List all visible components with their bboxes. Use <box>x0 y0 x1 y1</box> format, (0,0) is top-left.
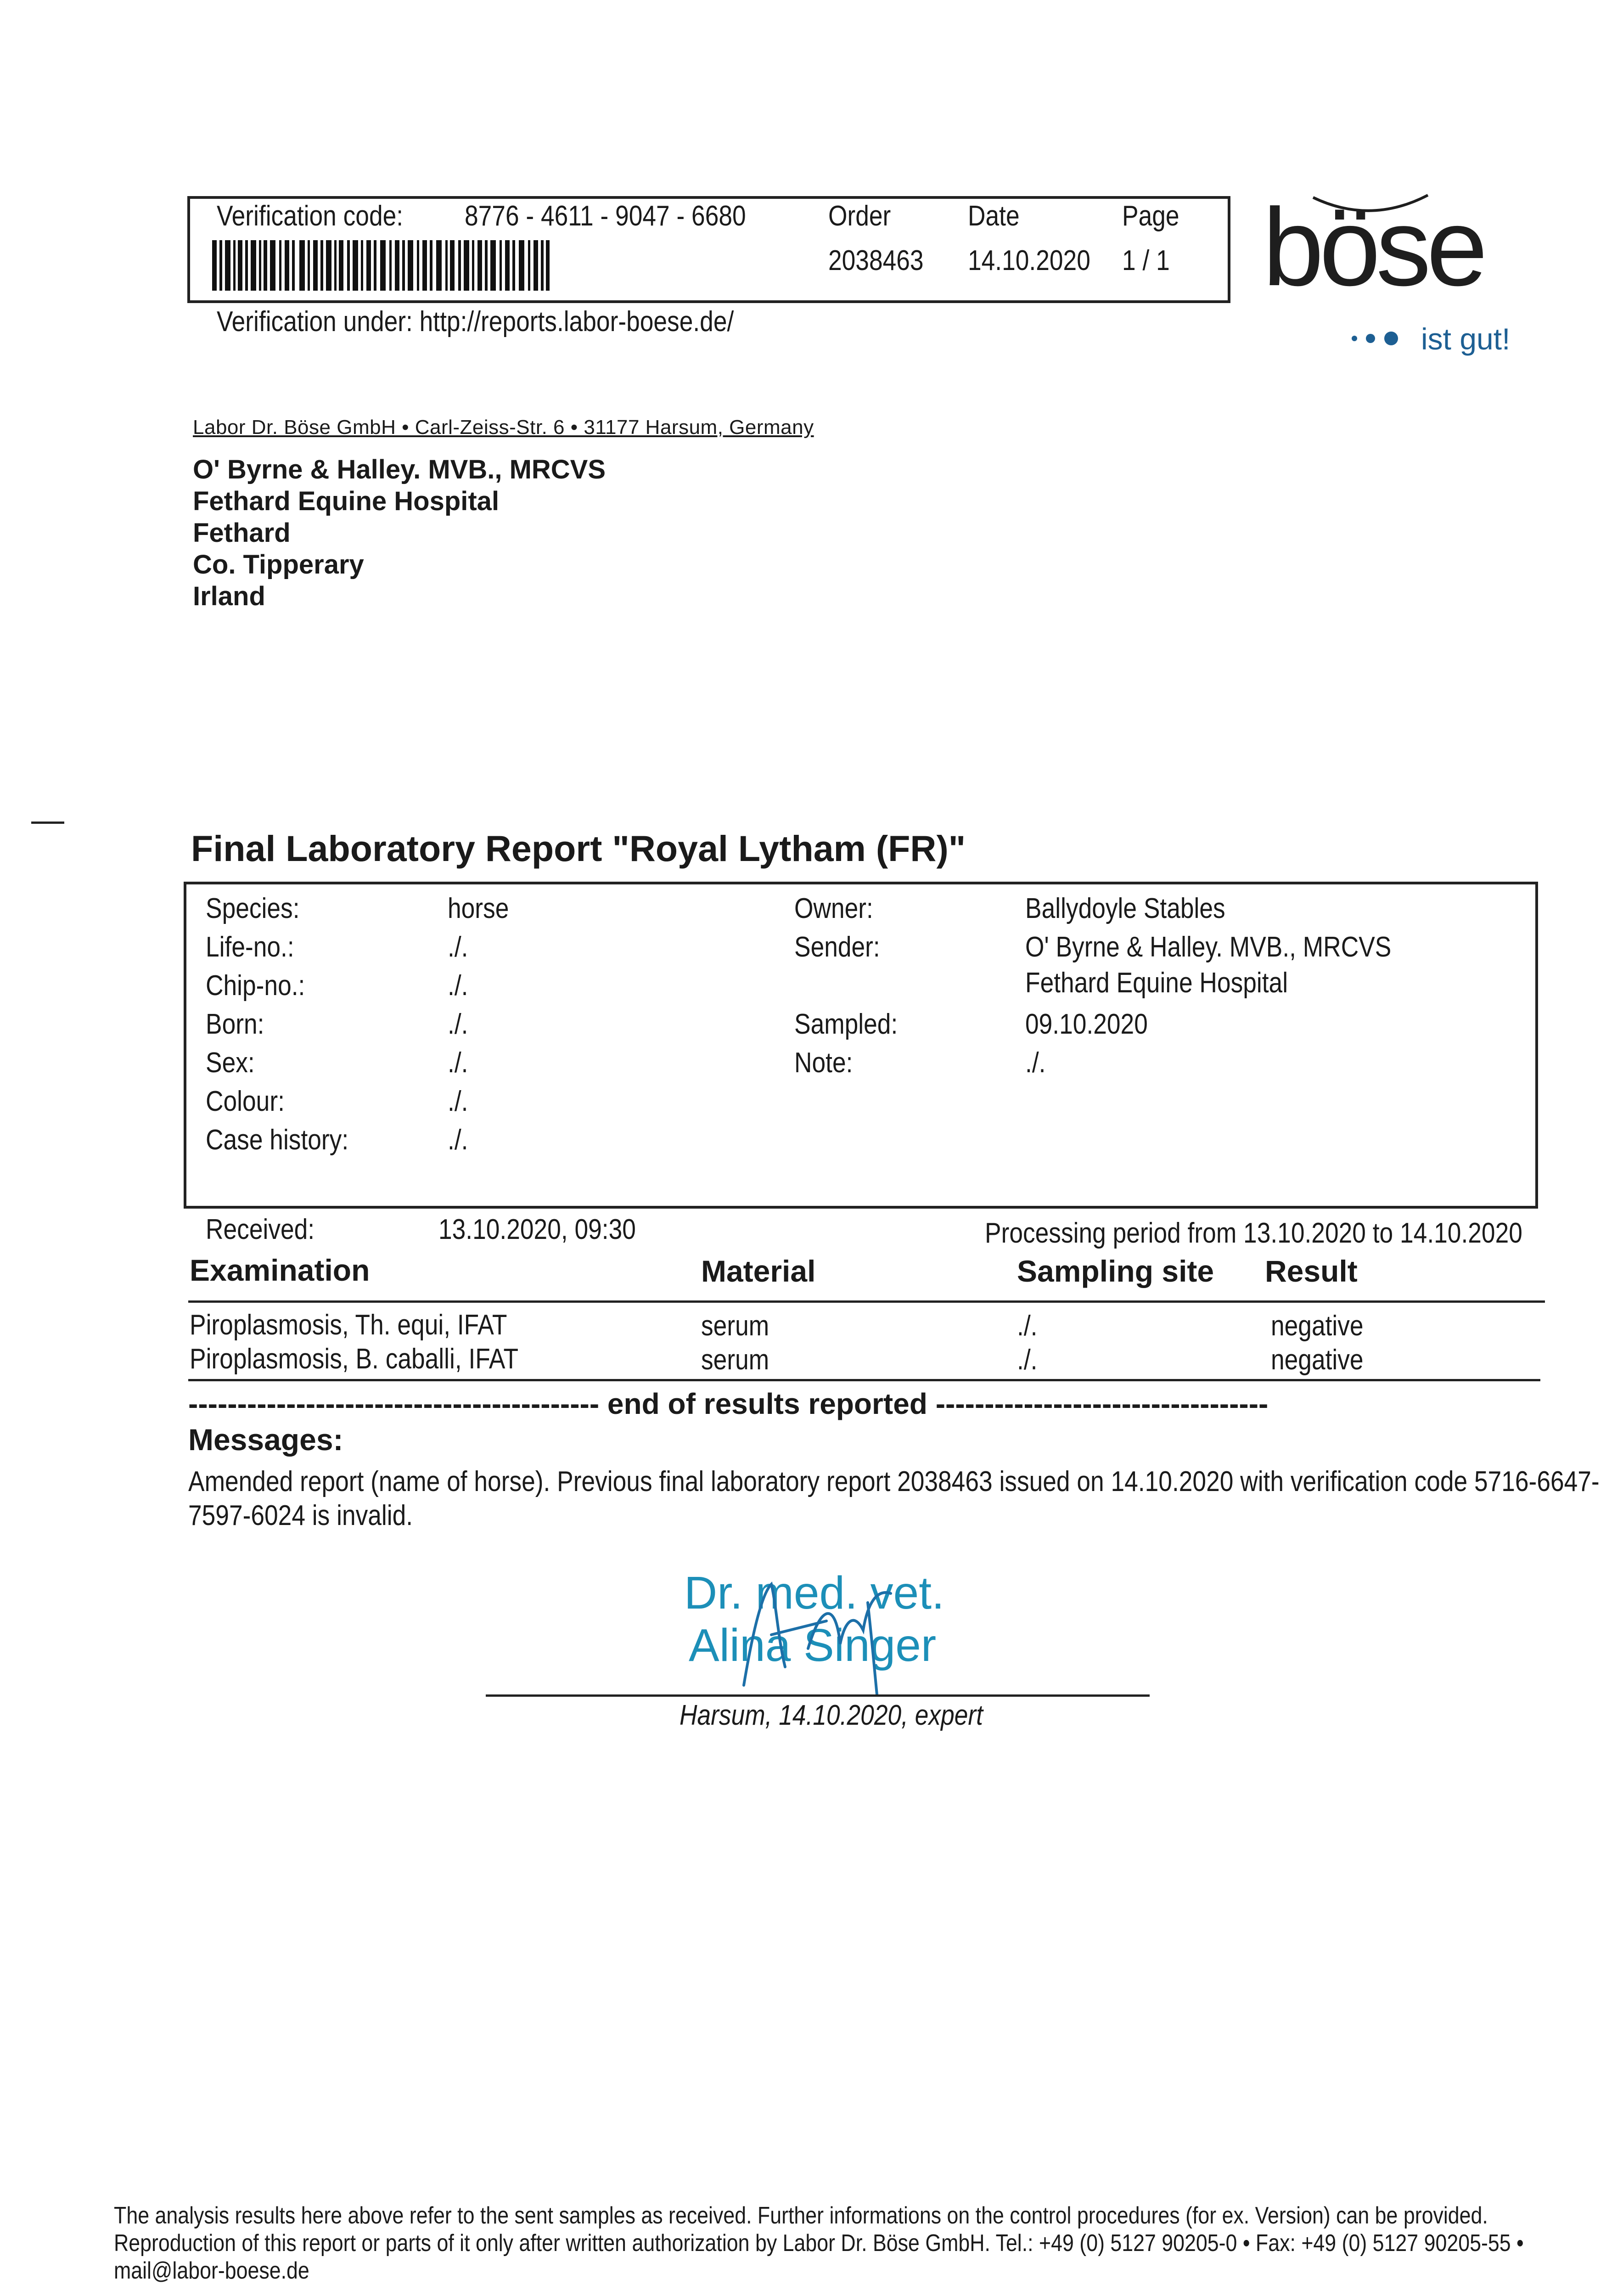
logo-tagline: ist gut! <box>1421 322 1511 356</box>
date-value: 14.10.2020 <box>968 245 1090 276</box>
stamp-name: Alina Singer <box>689 1620 937 1671</box>
colour-value: ./. <box>448 1086 468 1117</box>
report-title: Final Laboratory Report "Royal Lytham (FR)" <box>191 828 966 869</box>
row-1-result: negative <box>1271 1310 1364 1342</box>
fold-mark <box>31 822 64 824</box>
verification-code: 8776 - 4611 - 9047 - 6680 <box>465 200 746 232</box>
end-of-results: ------------------------------------------ end of results reported ---------------------------------- <box>188 1387 1269 1420</box>
address-line: O' Byrne & Halley. MVB., MRCVS <box>193 455 606 484</box>
address-line: Fethard <box>193 518 291 548</box>
born-label: Born: <box>206 1008 264 1040</box>
address-line: Fethard Equine Hospital <box>193 486 500 516</box>
signature-caption: Harsum, 14.10.2020, expert <box>680 1699 983 1731</box>
received-value: 13.10.2020, 09:30 <box>438 1214 636 1245</box>
footer-disclaimer: The analysis results here above refer to the sent samples as received. Further informations on the control procedures (for ex. Version) can be provided. Reproduction of this report or parts of it only after written authorization by Labor Dr. Böse GmbH. Tel.: +49 (0) 5127 90205-0 • Fax: +49 (0) 5127 90205-55 • mail@labor-boese.de <box>114 2202 1524 2284</box>
sampled-value: 09.10.2020 <box>1025 1008 1148 1040</box>
logo-dots-icon <box>1350 328 1405 347</box>
case-history-label: Case history: <box>206 1124 349 1156</box>
row-1-sampling-site: ./. <box>1017 1310 1038 1342</box>
address-line: Co. Tipperary <box>193 550 364 580</box>
owner-label: Owner: <box>794 893 873 924</box>
sender-value-2: Fethard Equine Hospital <box>1025 967 1288 999</box>
born-value: ./. <box>448 1008 468 1040</box>
note-value: ./. <box>1025 1047 1046 1079</box>
sender-label: Sender: <box>794 931 880 963</box>
sex-label: Sex: <box>206 1047 255 1079</box>
owner-value: Ballydoyle Stables <box>1025 893 1225 924</box>
verification-url: Verification under: http://reports.labor-boese.de/ <box>217 306 734 338</box>
col-sampling-site: Sampling site <box>1017 1254 1214 1288</box>
order-value: 2038463 <box>828 245 924 276</box>
col-result: Result <box>1265 1254 1358 1288</box>
row-2-result: negative <box>1271 1344 1364 1376</box>
messages-title: Messages: <box>188 1423 343 1457</box>
table-header-rule <box>188 1300 1545 1303</box>
recipient-address <box>193 454 606 612</box>
barcode <box>212 240 550 291</box>
sender-line: Labor Dr. Böse GmbH • Carl-Zeiss-Str. 6 • 31177 Harsum, Germany <box>193 416 814 439</box>
lifeno-value: ./. <box>448 931 468 963</box>
address-line: Irland <box>193 581 265 611</box>
row-2-examination: Piroplasmosis, B. caballi, IFAT <box>190 1343 519 1375</box>
signature-line <box>486 1694 1150 1697</box>
species-label: Species: <box>206 893 300 924</box>
messages-text: Amended report (name of horse). Previous final laboratory report 2038463 issued on 14.10.2020 with verification code 5716-6647-7597-6024 is invalid. <box>188 1466 1600 1531</box>
processing-period: Processing period from 13.10.2020 to 14.10.2020 <box>985 1217 1522 1249</box>
col-material: Material <box>701 1254 816 1288</box>
chipno-value: ./. <box>448 970 468 1002</box>
note-label: Note: <box>794 1047 853 1079</box>
verification-label: Verification code: <box>217 200 404 232</box>
sender-value-1: O' Byrne & Halley. MVB., MRCVS <box>1025 931 1392 963</box>
case-history-value: ./. <box>448 1124 468 1156</box>
row-2-sampling-site: ./. <box>1017 1344 1038 1376</box>
stamp-title: Dr. med. vet. <box>684 1567 944 1619</box>
handwritten-signature <box>716 1575 946 1699</box>
row-1-examination: Piroplasmosis, Th. equi, IFAT <box>190 1309 507 1341</box>
page-label: Page <box>1122 200 1179 232</box>
logo-wordmark: böse <box>1263 186 1483 309</box>
sex-value: ./. <box>448 1047 468 1079</box>
table-bottom-rule <box>188 1379 1540 1381</box>
chipno-label: Chip-no.: <box>206 970 305 1002</box>
colour-label: Colour: <box>206 1086 285 1117</box>
row-1-material: serum <box>701 1310 769 1342</box>
sampled-label: Sampled: <box>794 1008 898 1040</box>
row-2-material: serum <box>701 1344 769 1376</box>
lifeno-label: Life-no.: <box>206 931 294 963</box>
species-value: horse <box>448 893 509 924</box>
col-examination: Examination <box>190 1253 370 1287</box>
order-label: Order <box>828 200 891 232</box>
received-label: Received: <box>206 1214 315 1245</box>
page-value: 1 / 1 <box>1122 245 1170 276</box>
date-label: Date <box>968 200 1020 232</box>
